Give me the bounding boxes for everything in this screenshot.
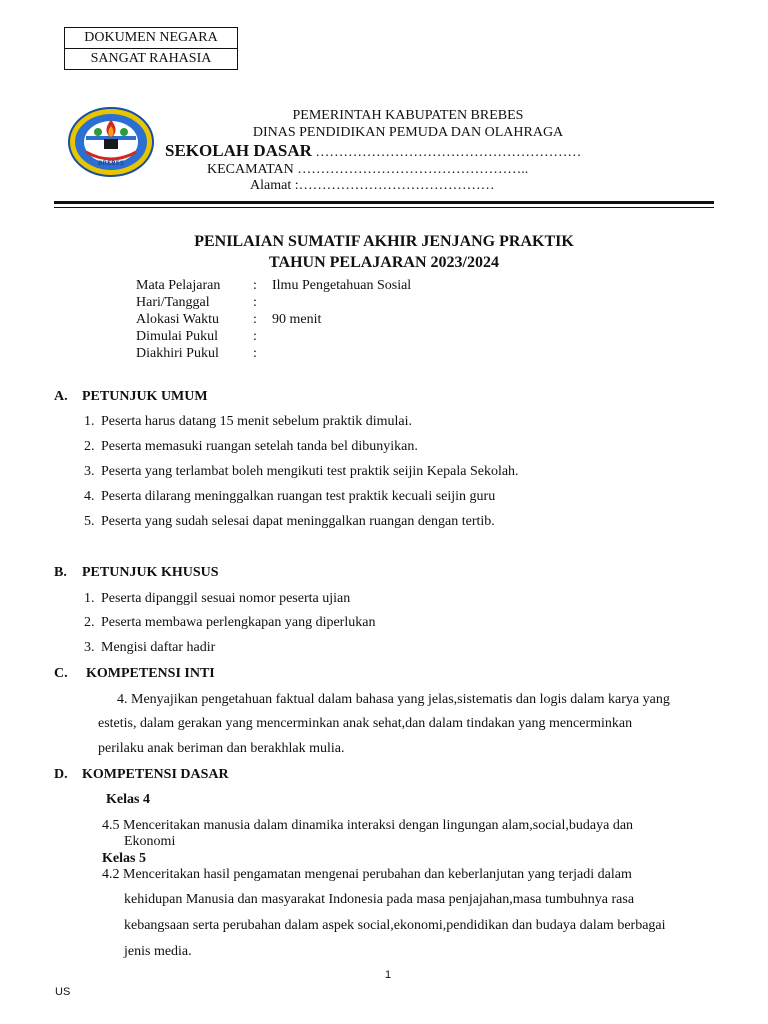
competency-text-line: Ekonomi (124, 834, 176, 849)
exam-year: TAHUN PELAJARAN 2023/2024 (269, 254, 499, 271)
section-title: KOMPETENSI DASAR (82, 767, 229, 782)
district-dots: ………………………………………….. (297, 162, 529, 177)
meta-label: Alokasi Waktu (136, 312, 219, 327)
school-dots: ………………………………………………… (315, 145, 582, 160)
list-item: 3. Mengisi daftar hadir (84, 640, 216, 655)
document-code: US (55, 986, 71, 998)
school-label: SEKOLAH DASAR (165, 141, 312, 160)
meta-colon: : (253, 312, 257, 327)
logo-text: BREBES (97, 160, 125, 167)
government-name: PEMERINTAH KABUPATEN BREBES (292, 108, 524, 123)
classification-line-1: DOKUMEN NEGARA (84, 30, 218, 45)
meta-colon: : (253, 346, 257, 361)
meta-label: Dimulai Pukul (136, 329, 219, 344)
list-item: 2. Peserta membawa perlengkapan yang diperlukan (84, 615, 376, 630)
address-dots: …………………………………… (298, 178, 495, 193)
competency-text-line: kehidupan Manusia dan masyarakat Indonesia pada masa penjajahan,masa tumbuhnya rasa (124, 892, 635, 907)
meta-label: Diakhiri Pukul (136, 346, 219, 361)
address-label: Alamat : (250, 178, 299, 193)
page-number: 1 (385, 969, 392, 981)
district-label: KECAMATAN (207, 162, 294, 177)
section-letter: B. (54, 565, 67, 580)
section-b-heading (54, 565, 219, 581)
section-title: KOMPETENSI INTI (86, 666, 215, 681)
section-c-heading (54, 666, 215, 682)
list-item: 1. Peserta dipanggil sesuai nomor peserta ujian (84, 591, 351, 606)
list-item: 1. Peserta harus datang 15 menit sebelum praktik dimulai. (84, 414, 413, 429)
competency-text-line: 4.5 Menceritakan manusia dalam dinamika interaksi dengan lingungan alam,social,budaya dan (102, 818, 634, 833)
section-title: PETUNJUK UMUM (82, 389, 208, 404)
competency-text-line: jenis media. (124, 944, 192, 959)
competency-text-line: kebangsaan serta perubahan dalam aspek social,ekonomi,pendidikan dan budaya dalam berbagai (124, 918, 666, 933)
competency-text-line: 4. Menyajikan pengetahuan faktual dalam bahasa yang jelas,sistematis dan logis dalam karya yang (117, 692, 670, 707)
section-title: PETUNJUK KHUSUS (82, 565, 219, 580)
department-name: DINAS PENDIDIKAN PEMUDA DAN OLAHRAGA (252, 125, 564, 140)
competency-text-line: perilaku anak beriman dan berakhlak mulia. (98, 741, 345, 756)
meta-value: Ilmu Pengetahuan Sosial (272, 278, 412, 293)
competency-text-line: estetis, dalam gerakan yang mencerminkan anak sehat,dan dalam tindakan yang mencerminkan (98, 716, 633, 731)
list-item: 3. Peserta yang terlambat boleh mengikuti test praktik seijin Kepala Sekolah. (84, 464, 519, 479)
meta-colon: : (253, 295, 257, 310)
section-letter: D. (54, 767, 68, 782)
document-classification-box (64, 27, 238, 70)
section-d-heading (54, 767, 229, 783)
exam-title: PENILAIAN SUMATIF AKHIR JENJANG PRAKTIK (194, 233, 574, 250)
meta-colon: : (253, 278, 257, 293)
letterhead-rule-thin (54, 207, 714, 208)
competency-text-line: 4.2 Menceritakan hasil pengamatan mengenai perubahan dan keberlanjutan yang terjadi dalam (102, 867, 632, 882)
classification-line-2: SANGAT RAHASIA (65, 48, 237, 69)
list-item: 5. Peserta yang sudah selesai dapat meninggalkan ruangan dengan tertib. (84, 514, 495, 529)
kelas-4-label: Kelas 4 (106, 792, 150, 807)
kelas-5-label: Kelas 5 (102, 851, 146, 866)
letterhead-rule-thick (54, 201, 714, 204)
list-item: 2. Peserta memasuki ruangan setelah tanda bel dibunyikan. (84, 439, 418, 454)
meta-label: Hari/Tanggal (136, 295, 210, 310)
school-line (165, 141, 581, 161)
address-line (250, 178, 495, 194)
district-line (207, 162, 528, 178)
section-letter: C. (54, 666, 68, 681)
meta-value: 90 menit (272, 312, 322, 327)
meta-label: Mata Pelajaran (136, 278, 221, 293)
section-a-heading (54, 389, 208, 405)
meta-colon: : (253, 329, 257, 344)
section-letter: A. (54, 389, 68, 404)
list-item: 4. Peserta dilarang meninggalkan ruangan test praktik kecuali seijin guru (84, 489, 496, 504)
